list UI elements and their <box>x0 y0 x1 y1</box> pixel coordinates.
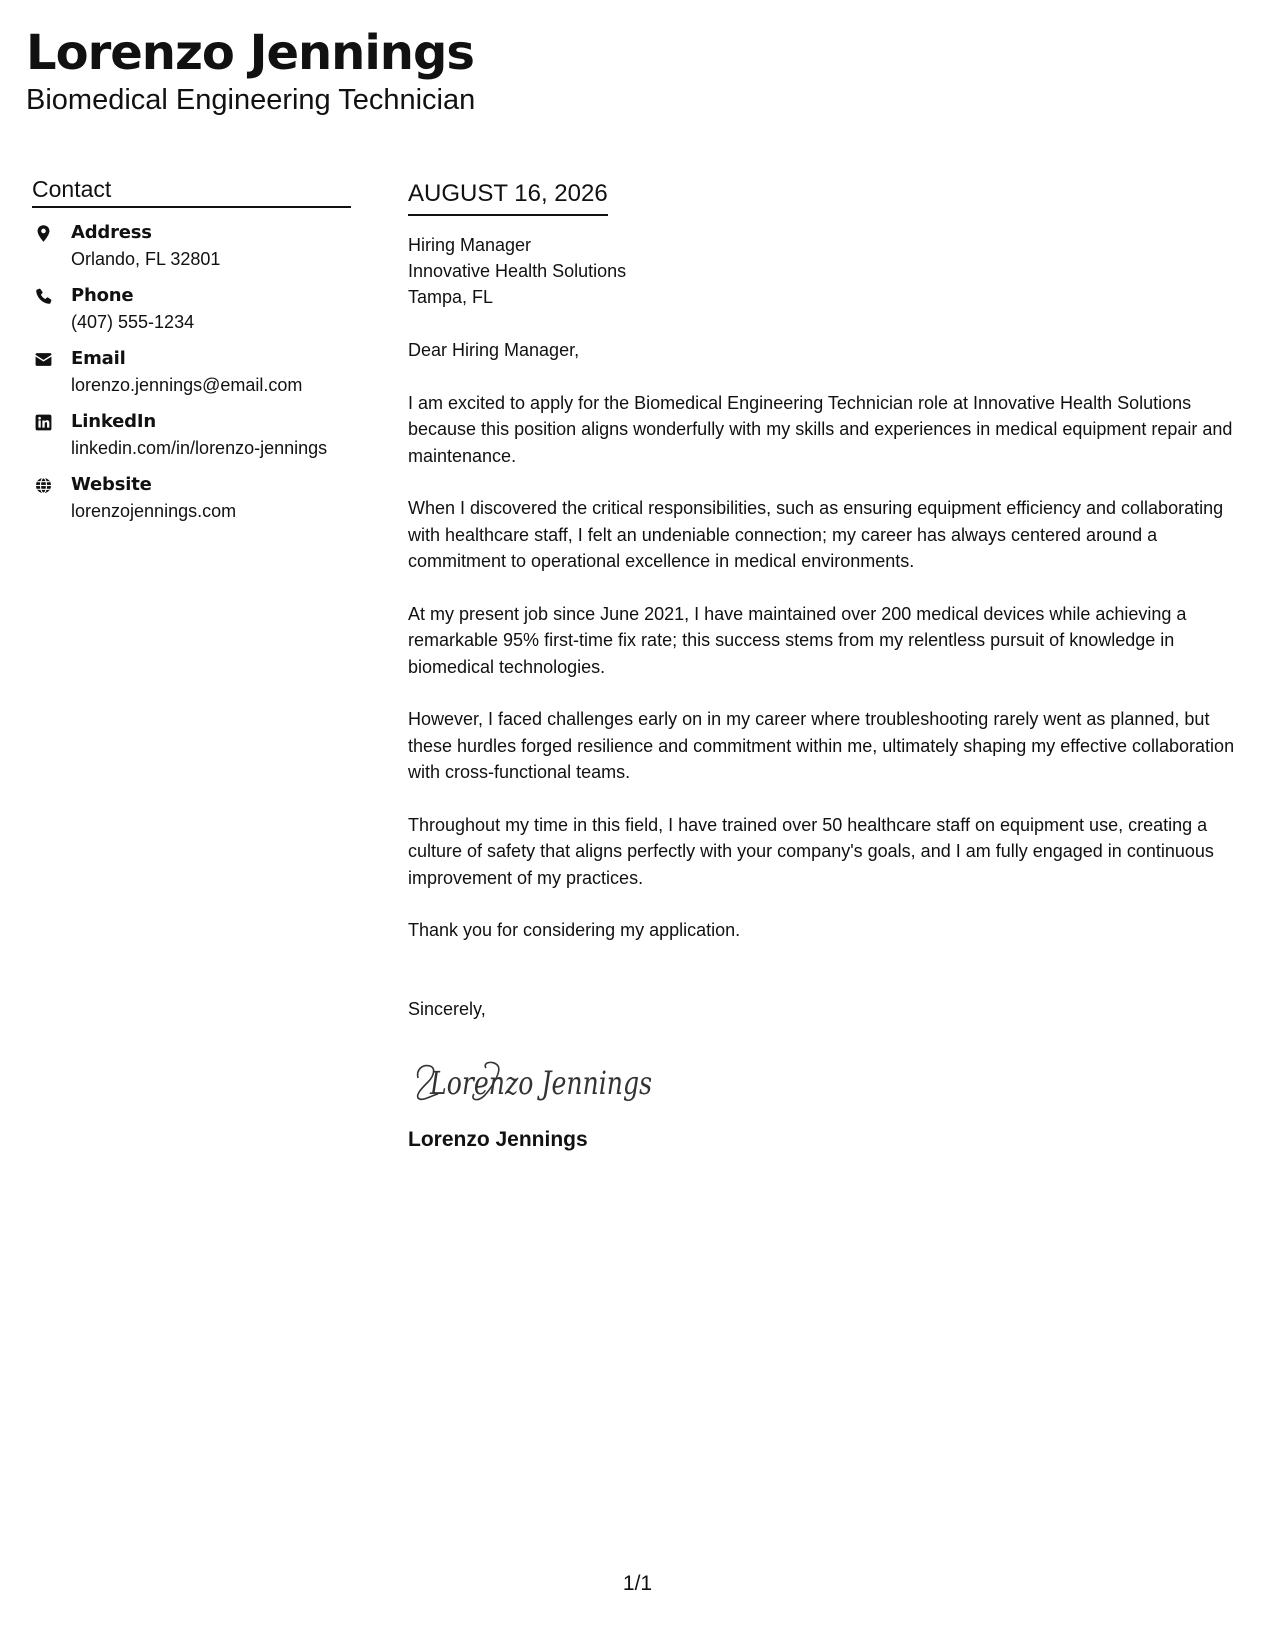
envelope-icon <box>34 350 53 369</box>
cover-letter-body <box>408 178 1248 1154</box>
contact-heading: Contact <box>32 174 351 208</box>
contact-label: Address <box>71 222 152 243</box>
letter-paragraph: I am excited to apply for the Biomedical Engineering Technician role at Innovative Health Solutions because this position aligns wonderfully with my skills and experiences in medical equipment repair and maintenance. <box>408 392 1233 466</box>
contact-item-website <box>32 472 351 524</box>
contact-label: LinkedIn <box>71 411 156 432</box>
recipient-line: Tampa, FL <box>408 287 494 307</box>
closing: Sincerely, <box>408 998 486 1019</box>
signer-name: Lorenzo Jennings <box>408 1128 588 1151</box>
website-value: lorenzojennings.com <box>71 501 237 521</box>
contact-label: Website <box>71 474 152 495</box>
contact-sidebar <box>32 174 351 535</box>
letter-paragraph: When I discovered the critical responsibilities, such as ensuring equipment efficiency and collaborating with healthcare staff, I felt an undeniable connection; my career has always centered around a commitment to operational excellence in medical environments. <box>408 498 1224 571</box>
salutation: Dear Hiring Manager, <box>408 340 580 360</box>
candidate-name: Lorenzo Jennings <box>26 25 474 81</box>
signature-text: Lorenzo Jennings <box>429 1064 652 1102</box>
phone-value: (407) 555-1234 <box>71 312 195 332</box>
location-pin-icon <box>34 224 53 243</box>
contact-item-linkedin <box>32 409 351 461</box>
linkedin-value: linkedin.com/in/lorenzo-jennings <box>71 438 328 458</box>
letter-paragraph: At my present job since June 2021, I have maintained over 200 medical devices while achieving a remarkable 95% first-time fix rate; this success stems from my relentless pursuit of knowledge in biomedical technologies. <box>408 603 1187 677</box>
recipient-block <box>408 232 1248 310</box>
recipient-line: Innovative Health Solutions <box>408 261 627 281</box>
globe-icon <box>34 476 53 495</box>
contact-label: Email <box>71 348 126 369</box>
recipient-line: Hiring Manager <box>408 235 532 255</box>
contact-item-address <box>32 220 351 272</box>
job-title: Biomedical Engineering Technician <box>26 84 476 116</box>
address-value: Orlando, FL 32801 <box>71 249 221 269</box>
handwritten-signature <box>408 1050 668 1108</box>
contact-label: Phone <box>71 285 134 306</box>
phone-icon <box>34 287 53 306</box>
page-number: 1/1 <box>622 1572 653 1595</box>
contact-item-email <box>32 346 351 398</box>
letter-paragraph: Thank you for considering my application. <box>408 920 741 940</box>
contact-item-phone <box>32 283 351 335</box>
letter-paragraph: Throughout my time in this field, I have trained over 50 healthcare staff on equipment use, creating a culture of safety that aligns perfectly with your company's goals, and I am fully engaged in continuous improvement of my practices. <box>408 814 1214 888</box>
letter-date: AUGUST 16, 2026 <box>408 178 608 216</box>
email-value: lorenzo.jennings@email.com <box>71 375 303 395</box>
letter-paragraph: However, I faced challenges early on in my career where troubleshooting rarely went as planned, but these hurdles forged resilience and commitment within me, ultimately shaping my effective collaboration with cross-functional teams. <box>408 709 1235 782</box>
linkedin-icon <box>34 413 53 432</box>
